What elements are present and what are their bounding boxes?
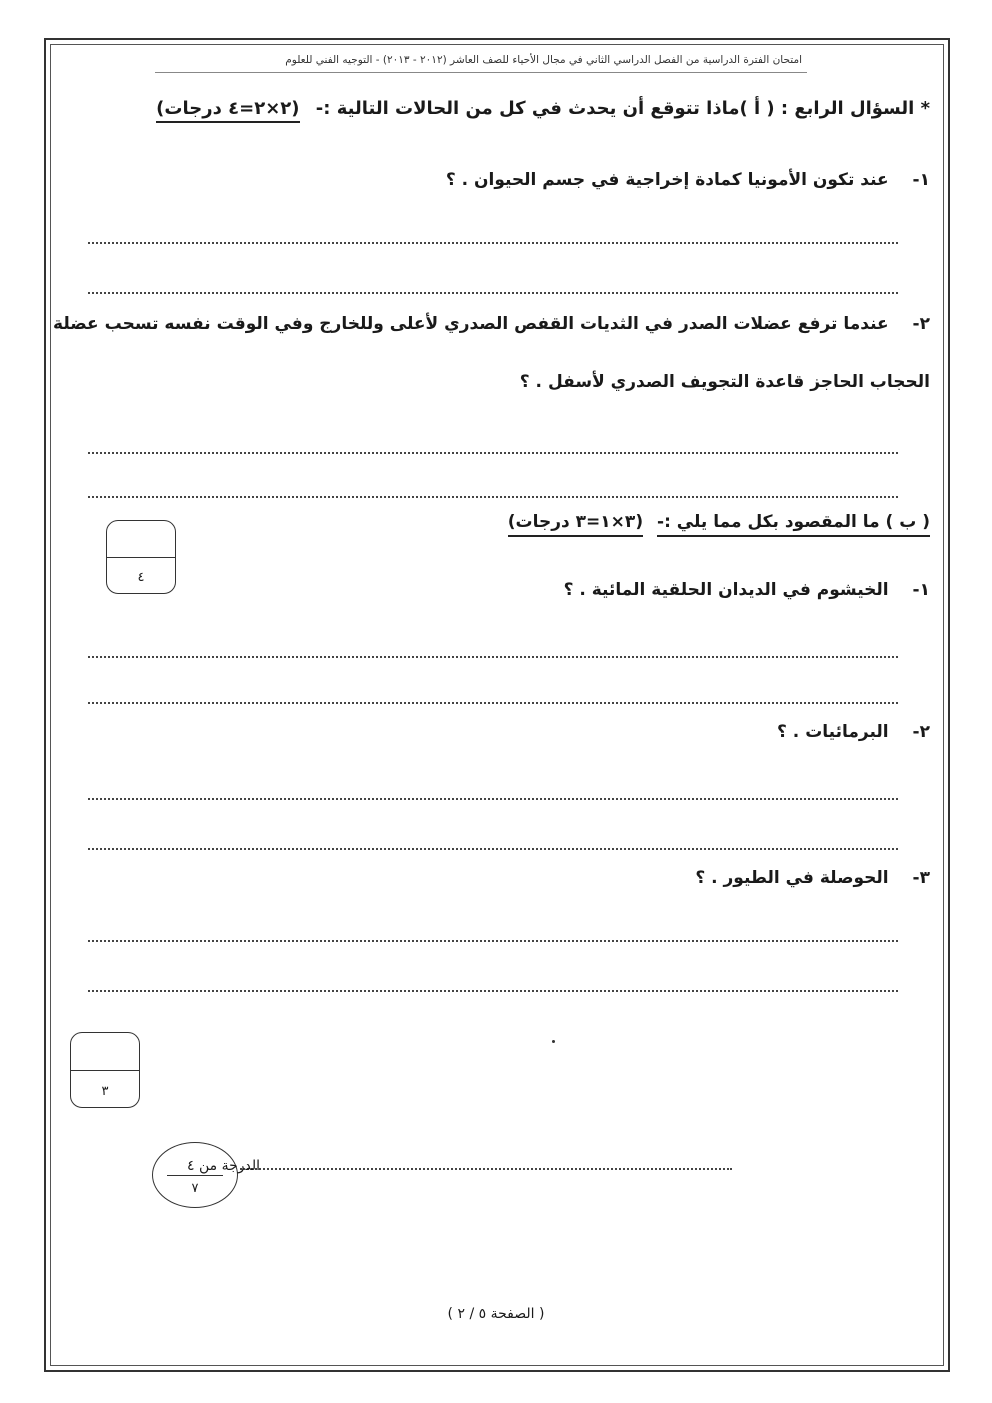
- score-box-part-b: ٣: [70, 1032, 140, 1108]
- answer-line[interactable]: [88, 848, 898, 850]
- grade-label: الدرجة من ٤: [186, 1158, 260, 1174]
- total-grade-circle: ٧: [152, 1142, 238, 1208]
- part-a-item-1: ١- عند تكون الأمونيا كمادة إخراجية في جسم الحيوان . ؟: [445, 170, 930, 190]
- score-box-part-a: ٤: [106, 520, 176, 594]
- part-b-text: ( ب ) ما المقصود بكل مما يلي :-: [657, 512, 930, 537]
- question-four-marks: (٢×٢=٤ درجات): [156, 98, 299, 123]
- answer-line[interactable]: [88, 656, 898, 658]
- answer-line[interactable]: [88, 798, 898, 800]
- part-a-item-2-continued: الحجاب الحاجز قاعدة التجويف الصدري لأسفل . ؟: [519, 372, 930, 392]
- part-b-item-1: ١- الخيشوم في الديدان الحلقية المائية . ؟: [563, 580, 930, 600]
- page-number: ( الصفحة ٥ / ٢ ): [447, 1306, 545, 1322]
- part-b-title: [508, 512, 930, 532]
- part-b-item-2-text: البرمائيات . ؟: [777, 722, 889, 742]
- answer-line[interactable]: [88, 702, 898, 704]
- part-b-item-3: ٣- الحوصلة في الطيور . ؟: [695, 868, 930, 888]
- exam-header: امتحان الفترة الدراسية من الفصل الدراسي الثاني في مجال الأحياء للصف العاشر (٢٠١٢ - ٢٠١٣) - التوجيه الفني للعلوم: [285, 54, 802, 66]
- part-b-item-3-text: الحوصلة في الطيور . ؟: [695, 868, 889, 888]
- grade-dotted-line: [240, 1168, 732, 1170]
- part-b-marks: (٣×١=٣ درجات): [508, 512, 643, 537]
- part-a-item-2-text: عندما ترفع عضلات الصدر في الثديات القفص الصدري لأعلى وللخارج وفي الوقت نفسه تسحب عضلة: [53, 314, 889, 334]
- part-a-item-1-text: عند تكون الأمونيا كمادة إخراجية في جسم الحيوان . ؟: [445, 170, 889, 190]
- scan-speck: [552, 1040, 555, 1043]
- answer-line[interactable]: [88, 292, 898, 294]
- question-four-title: [156, 98, 930, 119]
- answer-line[interactable]: [88, 242, 898, 244]
- answer-line[interactable]: [88, 452, 898, 454]
- answer-line[interactable]: [88, 940, 898, 942]
- part-b-item-2: ٢- البرمائيات . ؟: [777, 722, 930, 742]
- part-b-item-1-text: الخيشوم في الديدان الحلقية المائية . ؟: [563, 580, 889, 600]
- question-four-text: * السؤال الرابع : ( أ )ماذا تتوقع أن يحدث في كل من الحالات التالية :-: [315, 98, 930, 119]
- answer-line[interactable]: [88, 990, 898, 992]
- header-divider: [155, 72, 807, 73]
- part-a-item-2: ٢- عندما ترفع عضلات الصدر في الثديات القفص الصدري لأعلى وللخارج وفي الوقت نفسه تسحب عضلة: [53, 314, 930, 334]
- answer-line[interactable]: [88, 496, 898, 498]
